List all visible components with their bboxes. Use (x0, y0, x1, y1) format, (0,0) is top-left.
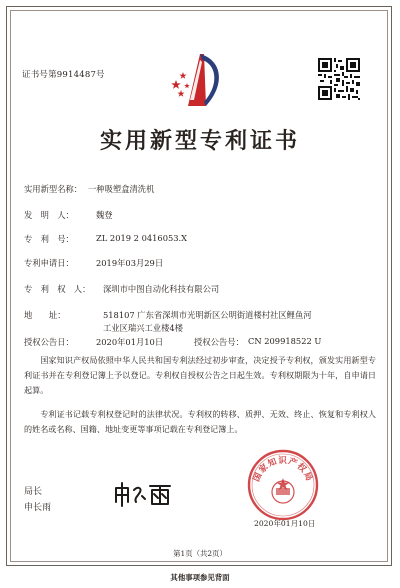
field-label: 专利申请日： (24, 258, 74, 268)
address-line-2: 工业区瑞兴工业楼4楼 (103, 323, 183, 333)
field-address (24, 309, 312, 321)
field-utility-model-name (24, 183, 155, 195)
director-name: 申长雨 (24, 503, 52, 513)
field-label: 地 址： (24, 310, 66, 320)
field-patent-number (24, 233, 188, 245)
field-value: 518107 广东省深圳市光明新区公明街道楼村社区鲤鱼河 (103, 310, 312, 320)
field-value: ZL 2019 2 0416053.X (96, 233, 188, 243)
certificate-number: 证书号第9914487号 (22, 70, 105, 80)
field-value: 魏登 (96, 210, 113, 220)
field-application-date (24, 257, 164, 269)
field-label: 专 利 号： (24, 234, 74, 244)
director-title: 局长 (24, 487, 43, 497)
statement-paragraph-2: 专利证书记载专利权登记时的法律状况。专利权的转移、质押、无效、终止、恢复和专利权人的姓名或名称、国籍、地址变更等事项记载在专利登记簿上。 (24, 409, 376, 434)
field-grant-announcement (24, 336, 322, 348)
qr-code-icon (318, 58, 360, 100)
field-patentee (24, 283, 220, 295)
document-title: 实用新型专利证书 (99, 128, 300, 154)
field-value: 深圳市中图自动化科技有限公司 (103, 284, 220, 294)
official-seal-icon (246, 448, 320, 522)
field-value: 2020年01月10日 (96, 337, 164, 347)
patent-office-emblem-icon (170, 50, 232, 112)
field-label: 实用新型名称： (24, 184, 83, 194)
field-label: 专 利 权 人： (24, 284, 91, 294)
seal-date: 2020年01月10日 (254, 519, 316, 528)
back-note: 其他事项参见背面 (170, 573, 230, 582)
field-label: 授权公告日： (24, 337, 74, 347)
statement-paragraph-1: 国家知识产权局依照中华人民共和国专利法经过初步审查，决定授予专利权，颁发实用新型专利证书并在专利登记簿上予以登记。专利权自授权公告之日起生效。专利权期限为十年，自申请日起算。 (24, 355, 376, 395)
field-label: 授权公告号： (194, 337, 244, 347)
field-inventor (24, 209, 113, 221)
page-indicator: 第1页（共2页） (173, 549, 227, 558)
field-value: 2019年03月29日 (96, 258, 164, 268)
field-label: 发 明 人： (24, 210, 74, 220)
field-value: 一种吸塑盒清洗机 (88, 184, 155, 194)
field-value: CN 209918522 U (248, 336, 322, 346)
director-signature (112, 480, 174, 508)
seal-text: 国家知识产权局 (251, 456, 315, 484)
